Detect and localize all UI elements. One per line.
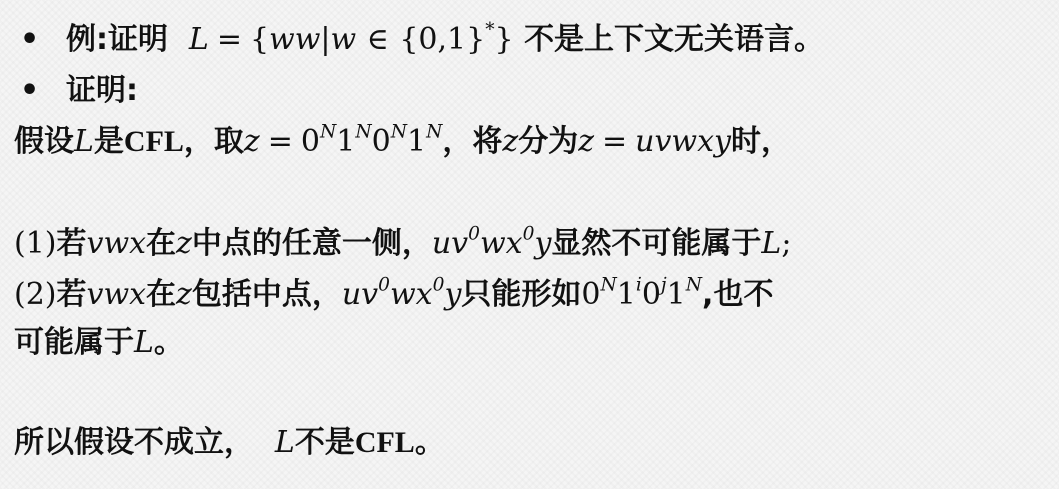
punctuation: ; [781,226,792,261]
set-close: } [494,22,514,57]
text: 时， [730,124,791,159]
text: ,也不 [702,277,774,312]
equals: = [267,124,293,159]
text: 中点的任意一侧， [191,226,432,261]
digit: 1 [666,277,686,312]
case-2 [14,274,774,313]
cfl-abbrev: CFL [354,426,415,459]
z-var: z [176,226,192,261]
y: y [534,226,552,261]
vwx: vwx [86,277,147,312]
lang-var: L [74,124,94,159]
case-number: (2) [14,277,57,312]
text: 不是 [294,425,355,460]
conclusion [14,425,445,461]
equals: = [602,124,628,159]
example-line [14,19,825,58]
uv: uv [431,226,469,261]
punctuation: 。 [414,425,445,460]
example-prefix: 例:证明 [66,22,168,57]
lang-var: L [188,22,209,57]
digit: 0 [641,277,661,312]
y: y [444,277,462,312]
digit: 0 [300,124,320,159]
lang-var: L [274,425,295,460]
text: 显然不可能属于 [551,226,762,261]
exponent: N [355,121,372,143]
exponent: N [319,121,337,143]
exponent: j [660,274,667,296]
text: ，将 [442,124,503,159]
alphabet: {0,1} [399,22,486,57]
exponent: N [390,121,407,143]
text: 在 [146,277,177,312]
uvwxy: uvwxy [635,124,731,159]
wx: wx [479,226,523,261]
exponent: 0 [522,223,535,245]
lang-var: L [761,226,782,261]
z-expression [300,121,443,159]
assumption-line [14,121,791,160]
bullet: • [20,22,40,57]
vwx: vwx [86,226,147,261]
case-1 [14,223,792,262]
z-var: z [243,124,260,159]
text: 可能属于 [14,325,134,360]
text: 包括中点， [191,277,342,312]
string-form [581,274,703,312]
text: ，取 [183,124,244,159]
text: 若 [56,277,87,312]
case-2-continued [14,325,184,361]
text: 只能形如 [461,277,582,312]
exponent: 0 [468,223,480,245]
exponent: 0 [432,274,445,296]
digit: 1 [616,277,636,312]
z-var: z [176,277,192,312]
case-number: (1) [14,226,57,261]
proof-label: 证明: [66,73,138,108]
text: 是 [93,124,124,159]
z-var: z [578,124,594,159]
wx: wx [389,277,433,312]
set-open: { [249,22,270,57]
digit: 0 [581,277,601,312]
element-of: ∈ [366,22,389,57]
z-var: z [502,124,519,159]
exponent: N [685,274,703,296]
digit: 1 [407,124,427,159]
digit: 1 [336,124,356,159]
pumped-string [341,274,462,312]
text: 若 [56,226,87,261]
bar: | [320,22,331,57]
exponent: N [600,274,617,296]
proof-heading [14,73,138,109]
ww: ww [269,22,321,57]
kleene-star: * [485,19,495,41]
bullet: • [20,73,40,108]
text: 所以假设不成立， [14,425,254,460]
text: 在 [146,226,177,261]
uv: uv [341,277,379,312]
digit: 0 [371,124,391,159]
punctuation: 。 [153,325,184,360]
w: w [330,22,357,57]
text: 假设 [14,124,74,159]
pumped-string [431,223,552,261]
exponent: 0 [378,274,390,296]
example-suffix: 不是上下文无关语言。 [524,22,825,57]
cfl-abbrev: CFL [123,125,184,158]
lang-var: L [134,325,154,360]
exponent: i [635,274,642,296]
exponent: N [426,121,443,143]
text: 分为 [518,124,579,159]
equals: = [216,22,242,57]
